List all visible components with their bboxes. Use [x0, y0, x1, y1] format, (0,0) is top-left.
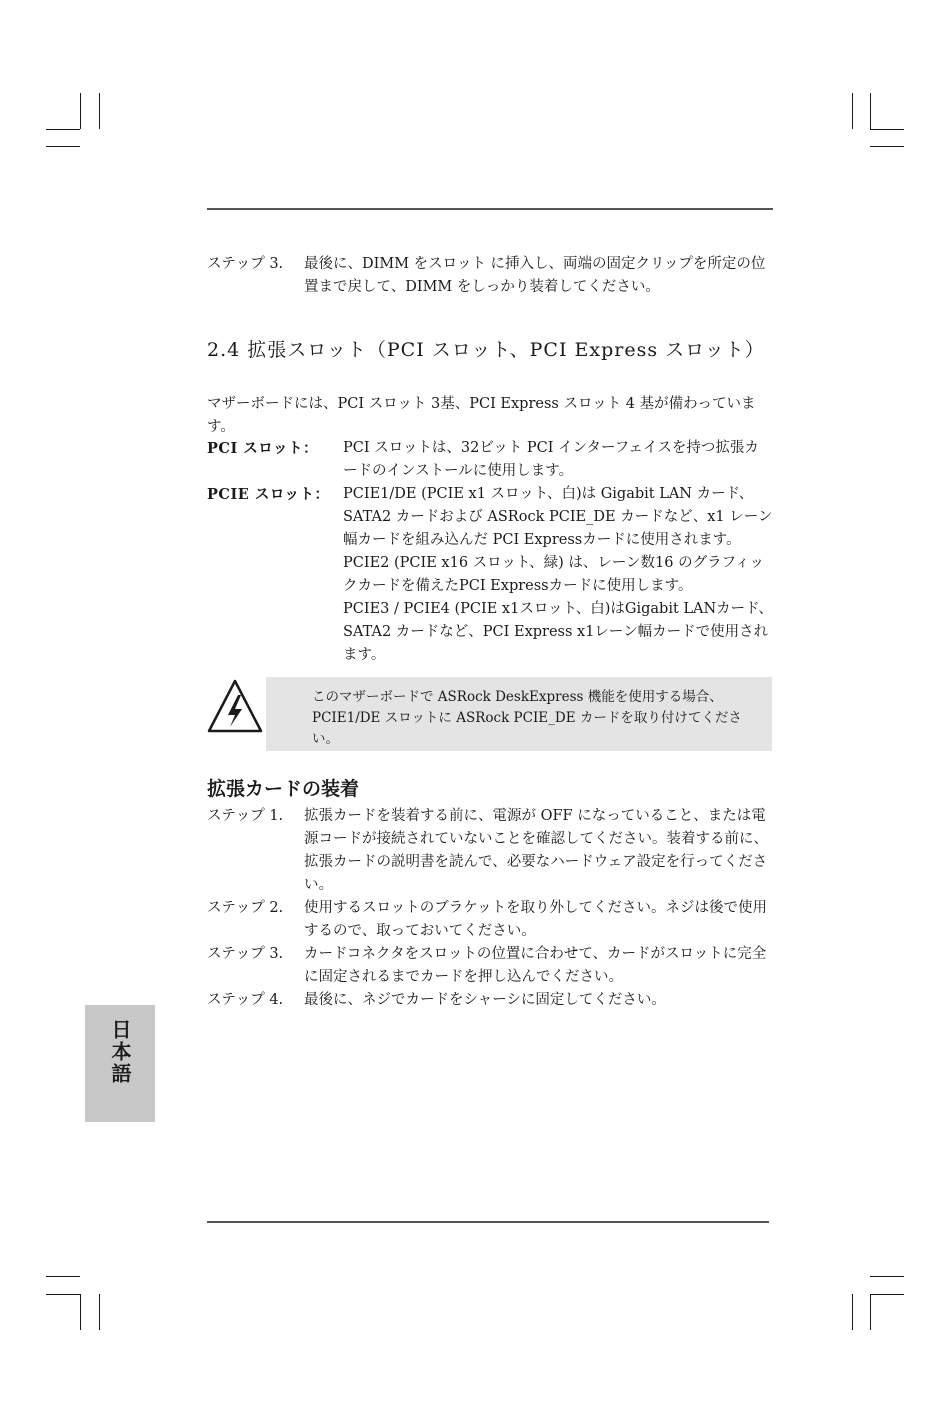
step-label: ステップ 4. — [207, 992, 284, 1008]
footer-rule — [207, 1221, 769, 1223]
crop-mark — [870, 1294, 871, 1330]
step-text: 最後に、DIMM をスロット に挿入し、両端の固定クリップを所定の位置まで戻して、DIMM をしっかり装着してください。 — [304, 256, 766, 295]
crop-mark — [80, 1294, 81, 1330]
crop-mark — [46, 1294, 80, 1295]
crop-mark — [852, 93, 853, 129]
install-step-4 — [207, 989, 773, 1012]
crop-mark — [870, 146, 904, 147]
header-rule — [207, 208, 773, 210]
step-text: 最後に、ネジでカードをシャーシに固定してください。 — [304, 992, 666, 1008]
install-step-3 — [207, 943, 773, 989]
install-heading: 拡張カードの装着 — [207, 778, 360, 800]
install-step-1 — [207, 805, 773, 897]
step-label: ステップ 1. — [207, 808, 284, 824]
pci-slot-description — [207, 437, 773, 483]
pcie-slot-description — [207, 483, 773, 667]
step-text: 使用するスロットのブラケットを取り外してください。ネジは後で使用するので、取っておいてください。 — [304, 900, 767, 939]
warning-triangle-icon — [203, 677, 265, 735]
crop-mark — [870, 1294, 904, 1295]
crop-mark — [870, 93, 871, 129]
language-tab — [85, 1005, 155, 1122]
crop-mark — [46, 1276, 80, 1277]
crop-mark — [99, 93, 100, 129]
note-box — [266, 677, 772, 751]
slot-paragraph: PCIE2 (PCIE x16 スロット、緑) は、レーン数16 のグラフィックカードを備えたPCI Expressカードに使用します。 — [343, 555, 764, 594]
section-heading: 2.4 拡張スロット（PCI スロット、PCI Express スロット） — [207, 339, 765, 361]
slot-label: PCIE スロット： — [207, 486, 330, 503]
slot-paragraph: PCI スロットは、32ビット PCI インターフェイスを持つ拡張カードのインストールに使用します。 — [343, 440, 759, 479]
crop-mark — [46, 129, 80, 130]
crop-mark — [80, 93, 81, 129]
crop-mark — [852, 1294, 853, 1330]
crop-mark — [99, 1294, 100, 1330]
crop-mark — [870, 1276, 904, 1277]
step-label: ステップ 2. — [207, 900, 284, 916]
step-text: 拡張カードを装着する前に、電源が OFF になっていること、または電源コードが接続されていないことを確認してください。装着する前に、拡張カードの説明書を読んで、必要なハードウェア設定を行ってください。 — [304, 808, 768, 893]
step-label: ステップ 3. — [207, 946, 284, 962]
step-label: ステップ 3. — [207, 256, 284, 272]
slot-paragraph: PCIE3 / PCIE4 (PCIE x1スロット、白)はGigabit LANカード、SATA2 カードなど、PCI Express x1レーン幅カードで使用されます。 — [343, 601, 773, 663]
install-step-2 — [207, 897, 773, 943]
note-text: このマザーボードで ASRock DeskExpress 機能を使用する場合、PCIE1/DE スロットに ASRock PCIE_DE カードを取り付けてください。 — [312, 689, 742, 747]
intro-paragraph: マザーボードには、PCI スロット 3基、PCI Express スロット 4 基が備わっています。 — [207, 396, 756, 435]
step-text: カードコネクタをスロットの位置に合わせて、カードがスロットに完全に固定されるまでカードを押し込んでください。 — [304, 946, 767, 985]
language-tab-label: 日本語 — [108, 1019, 132, 1085]
crop-mark — [46, 146, 80, 147]
slot-paragraph: PCIE1/DE (PCIE x1 スロット、白)は Gigabit LAN カード、SATA2 カードおよび ASRock PCIE_DE カードなど、x1 レーン幅カードを組み込んだ PCI Expressカードに使用されます。 — [343, 486, 773, 548]
crop-mark — [870, 129, 904, 130]
dimm-step-3 — [207, 253, 773, 299]
slot-label: PCI スロット： — [207, 440, 318, 457]
